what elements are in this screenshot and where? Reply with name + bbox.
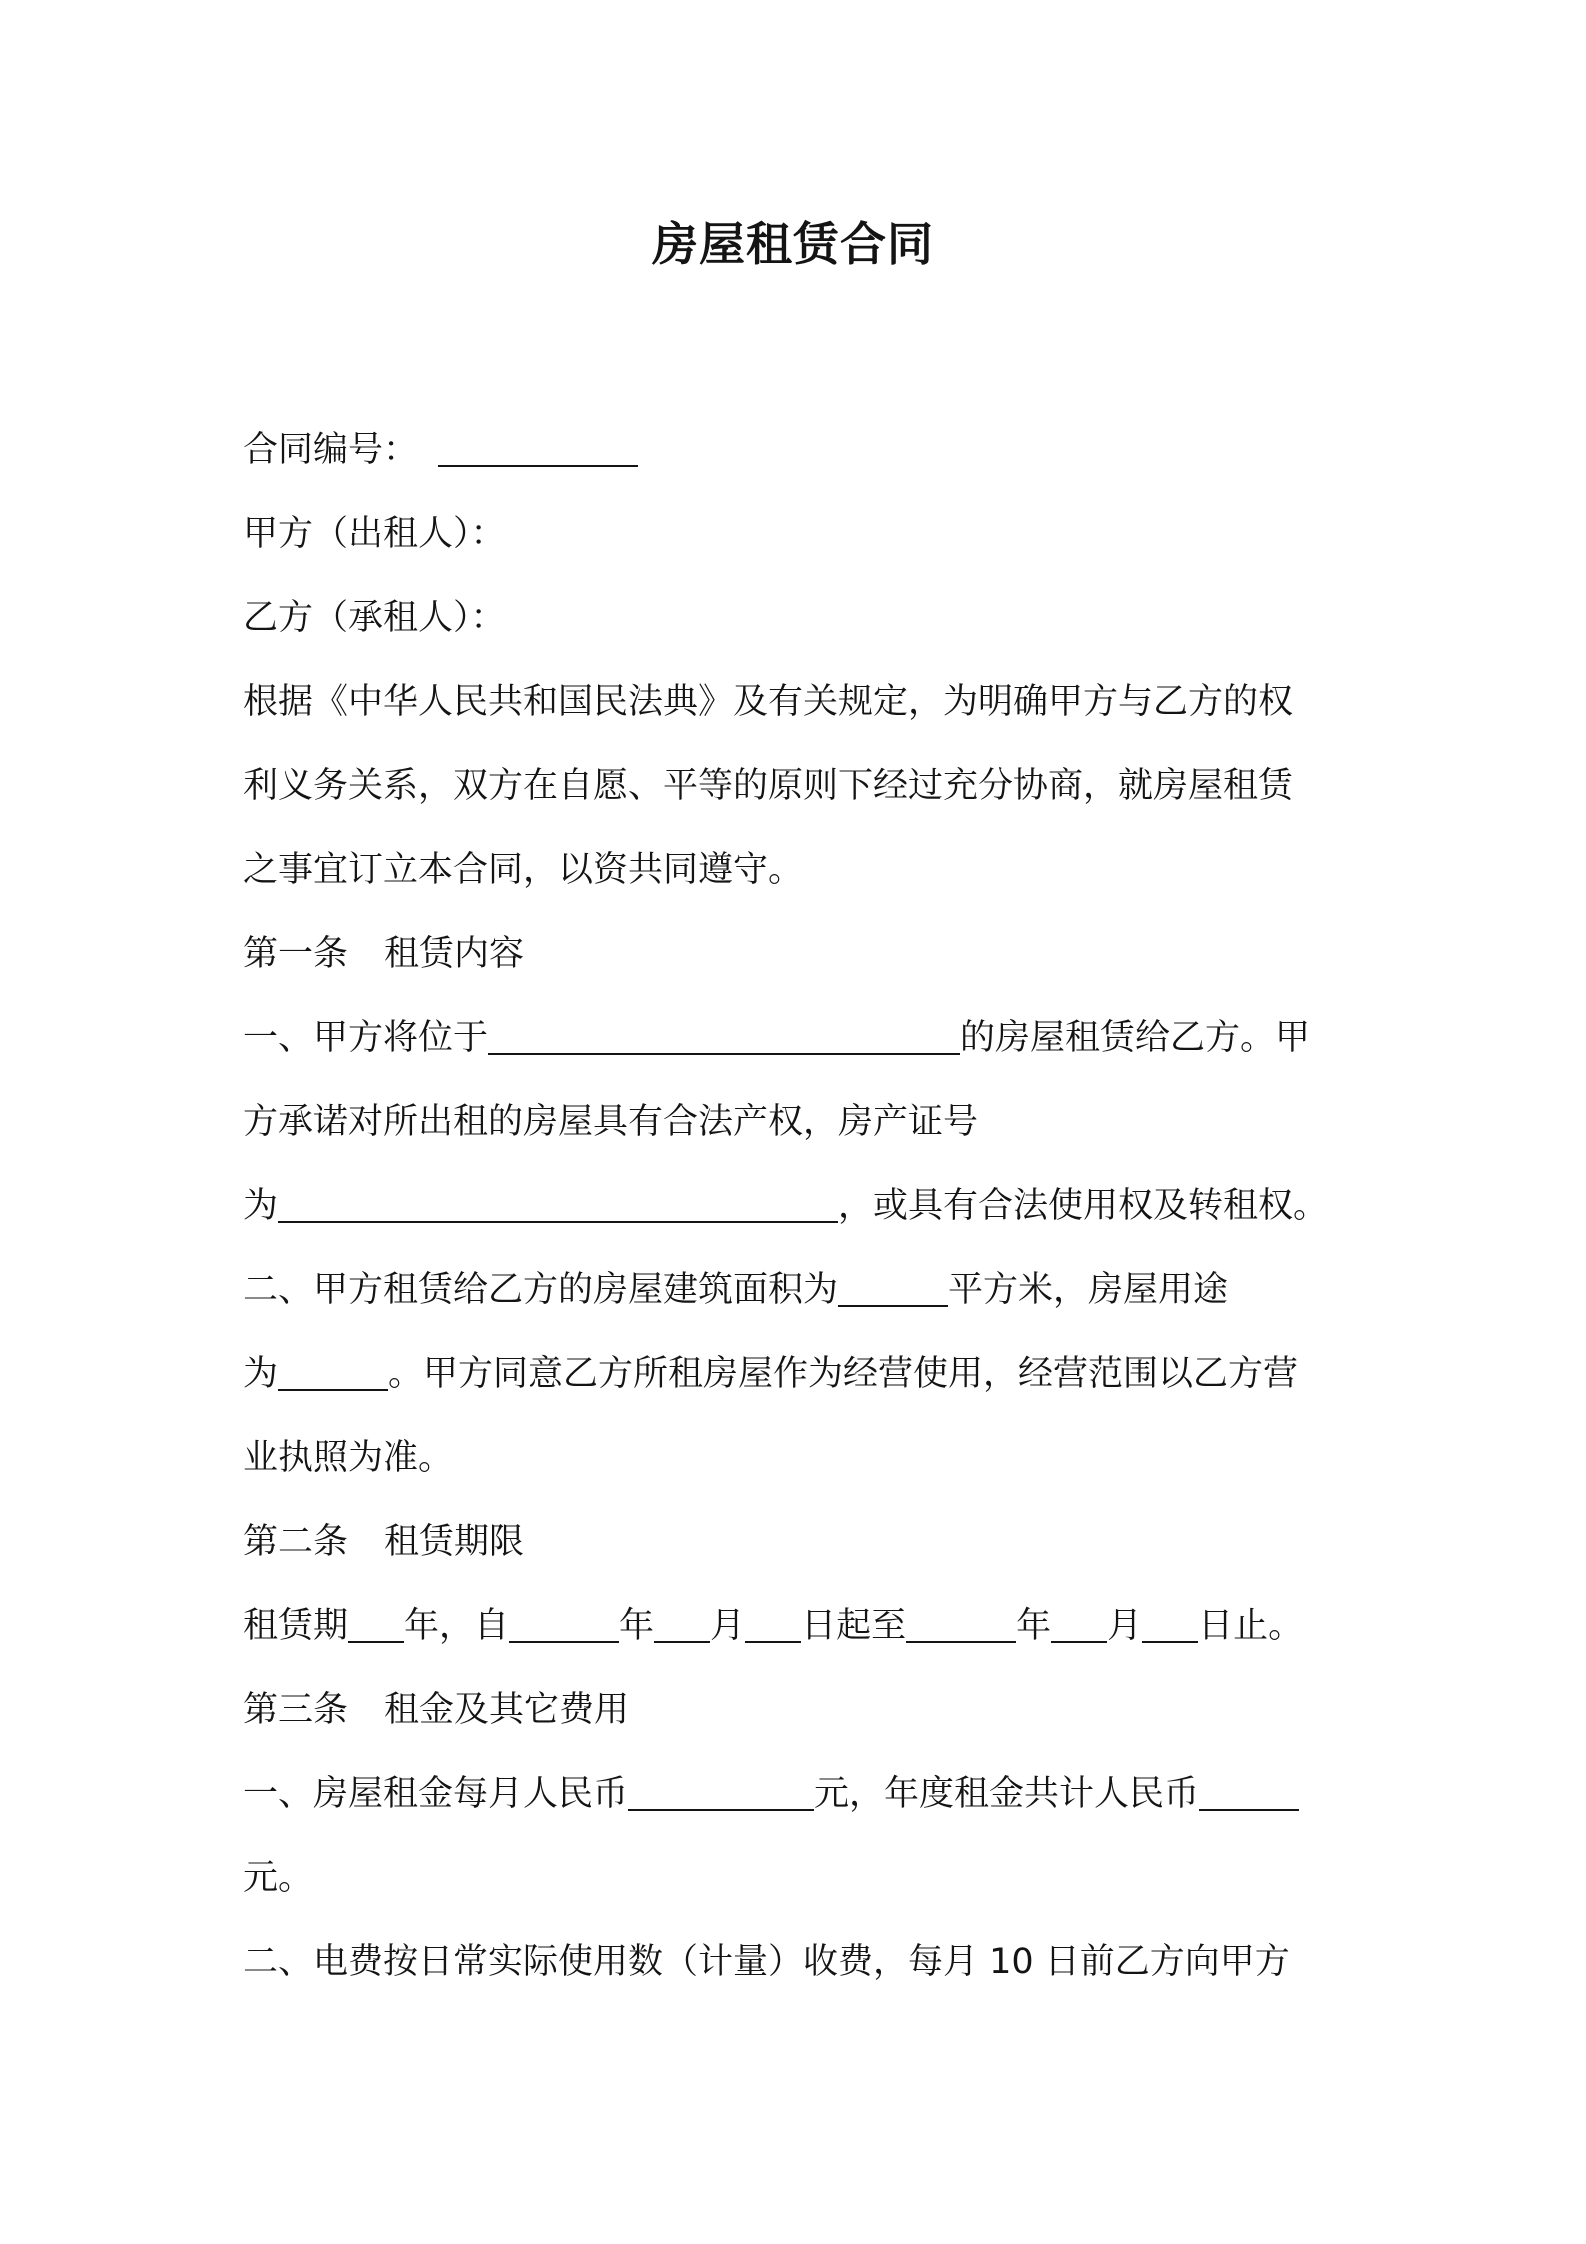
party-a-label: 甲方（出租人）： xyxy=(243,514,506,554)
property-use-blank xyxy=(278,1349,388,1391)
clause-text: 为 xyxy=(243,1354,279,1394)
end-year-blank xyxy=(906,1601,1016,1643)
clause-text: 一、房屋租金每月人民币 xyxy=(243,1774,629,1814)
monthly-rent-blank xyxy=(628,1769,814,1811)
clause-text: 方承诺对所出租的房屋具有合法产权，房产证号 xyxy=(243,1102,979,1142)
preamble-line-1 xyxy=(243,660,1358,744)
clause-text: 元。 xyxy=(243,1858,314,1898)
article-1-item-1-line-3 xyxy=(243,1164,1358,1248)
clause-text: 。甲方同意乙方所租房屋作为经营使用，经营范围以乙方营 xyxy=(388,1354,1299,1394)
article-number: 第三条 xyxy=(243,1690,349,1730)
certificate-number-blank xyxy=(278,1181,838,1223)
clause-text: 日起至 xyxy=(801,1606,907,1646)
article-number: 第二条 xyxy=(243,1522,349,1562)
term-years-blank xyxy=(348,1601,404,1643)
clause-text: 元，年度租金共计人民币 xyxy=(814,1774,1200,1814)
article-1-item-2-line-3 xyxy=(243,1416,1358,1500)
clause-text: 平方米，房屋用途 xyxy=(948,1270,1229,1310)
article-number: 第一条 xyxy=(243,934,349,974)
clause-text: 年 xyxy=(619,1606,655,1646)
clause-text: 年 xyxy=(1016,1606,1052,1646)
article-title: 租赁内容 xyxy=(384,934,525,974)
clause-text: 二、甲方租赁给乙方的房屋建筑面积为 xyxy=(243,1270,839,1310)
article-title: 租金及其它费用 xyxy=(384,1690,630,1730)
contract-number-label: 合同编号： xyxy=(243,430,419,470)
clause-text: 的房屋租赁给乙方。甲 xyxy=(960,1018,1311,1058)
clause-text: 一、甲方将位于 xyxy=(243,1018,489,1058)
contract-number-line xyxy=(243,408,1358,492)
property-location-blank xyxy=(488,1013,960,1055)
clause-text: 为 xyxy=(243,1186,279,1226)
lease-term-line xyxy=(243,1584,1358,1668)
article-3-item-2-line-1 xyxy=(243,1920,1358,2004)
article-1-item-1-line-1 xyxy=(243,996,1358,1080)
clause-text: 月 xyxy=(1107,1606,1143,1646)
preamble-text: 利义务关系，双方在自愿、平等的原则下经过充分协商，就房屋租赁 xyxy=(243,766,1294,806)
article-3-item-1-line-1 xyxy=(243,1752,1358,1836)
end-day-blank xyxy=(1142,1601,1198,1643)
start-month-blank xyxy=(654,1601,710,1643)
preamble-line-2 xyxy=(243,744,1358,828)
clause-text: 月 xyxy=(710,1606,746,1646)
article-3-item-1-line-2 xyxy=(243,1836,1358,1920)
article-1-item-2-line-2 xyxy=(243,1332,1358,1416)
start-day-blank xyxy=(745,1601,801,1643)
clause-text: 年，自 xyxy=(404,1606,510,1646)
document-title: 房屋租赁合同 xyxy=(652,217,934,271)
preamble-line-3 xyxy=(243,828,1358,912)
article-1-item-1-line-2 xyxy=(243,1080,1358,1164)
article-2-heading xyxy=(243,1500,1358,1584)
clause-text: 业执照为准。 xyxy=(243,1438,454,1478)
end-month-blank xyxy=(1051,1601,1107,1643)
start-year-blank xyxy=(509,1601,619,1643)
clause-text: 租赁期 xyxy=(243,1606,349,1646)
article-title: 租赁期限 xyxy=(384,1522,525,1562)
party-b-label: 乙方（承租人）： xyxy=(243,598,506,638)
preamble-text: 根据《中华人民共和国民法典》及有关规定，为明确甲方与乙方的权 xyxy=(243,682,1294,722)
clause-text: 日止。 xyxy=(1198,1606,1304,1646)
article-1-item-2-line-1 xyxy=(243,1248,1358,1332)
contract-number-blank xyxy=(438,425,638,467)
article-1-heading xyxy=(243,912,1358,996)
party-b-line xyxy=(243,576,1358,660)
party-a-line xyxy=(243,492,1358,576)
clause-text: 二、电费按日常实际使用数（计量）收费，每月 10 日前乙方向甲方 xyxy=(243,1942,1290,1982)
floor-area-blank xyxy=(838,1265,948,1307)
contract-body xyxy=(243,408,1358,2004)
preamble-text: 之事宜订立本合同，以资共同遵守。 xyxy=(243,850,804,890)
annual-rent-blank xyxy=(1199,1769,1299,1811)
article-3-heading xyxy=(243,1668,1358,1752)
clause-text: ，或具有合法使用权及转租权。 xyxy=(838,1186,1329,1226)
